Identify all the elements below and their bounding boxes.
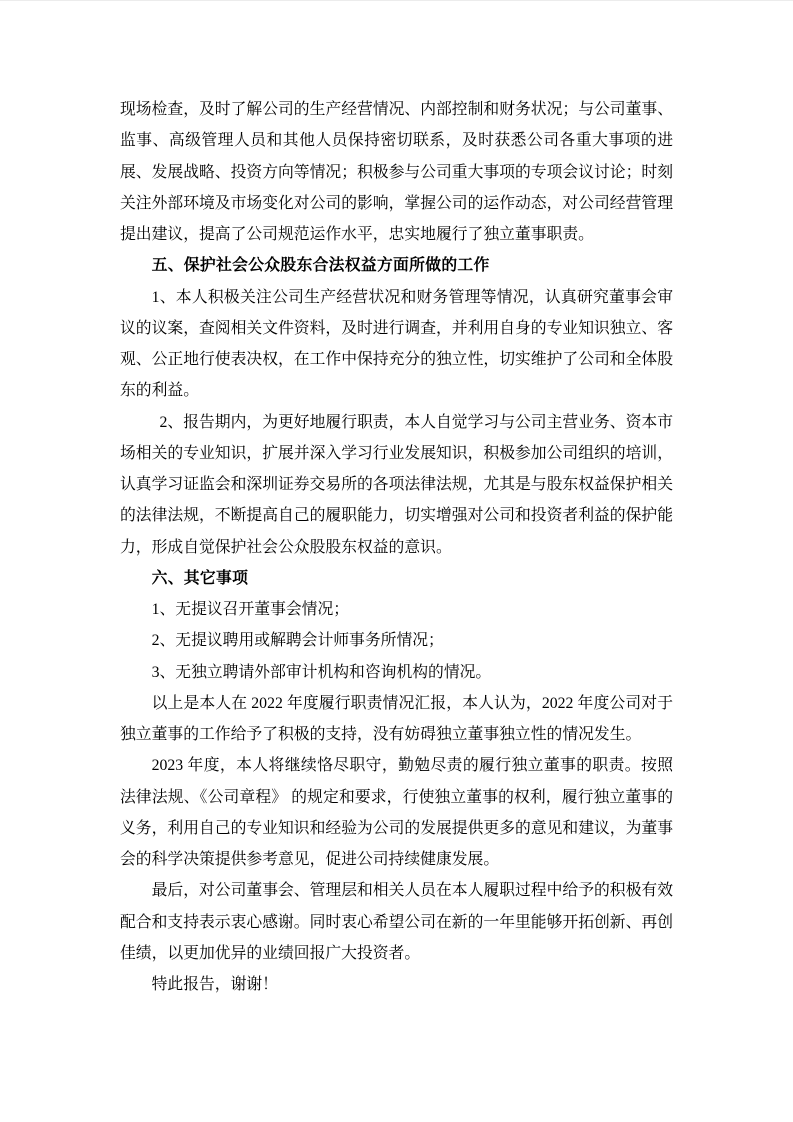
paragraph: 以上是本人在 2022 年度履行职责情况汇报，本人认为，2022 年度公司对于独立董事的工作给予了积极的支持，没有妨碍独立董事独立性的情况发生。: [120, 694, 673, 743]
paragraph: 特此报告，谢谢！: [151, 976, 278, 993]
section-heading: 六、其它事项: [151, 569, 249, 587]
paragraph: 现场检查，及时了解公司的生产经营情况、内部控制和财务状况；与公司董事、监事、高级管理人员和其他人员保持密切联系，及时获悉公司各重大事项的进展、发展战略、投资方向等情况；积极参与公司重大事项的专项会议讨论；时刻关注外部环境及市场变化对公司的影响，掌握公司的运作动态，对公司经营管理提出建议，提高了公司规范运作水平，忠实地履行了独立董事职责。: [120, 101, 673, 243]
paragraph: 1、本人积极关注公司生产经营状况和财务管理等情况，认真研究董事会审议的议案，查阅相关文件资料，及时进行调查，并利用自身的专业知识独立、客观、公正地行使表决权，在工作中保持充分的独立性，切实维护了公司和全体股东的利益。: [120, 288, 673, 400]
paragraph: 2、报告期内，为更好地履行职责，本人自觉学习与公司主营业务、资本市场相关的专业知识，扩展并深入学习行业发展知识，积极参加公司组织的培训，认真学习证监会和深圳证券交易所的各项法律法规，尤其是与股东权益保护相关的法律法规，不断提高自己的履职能力，切实增强对公司和投资者利益的保护能力，形成自觉保护社会公众股股东权益的意识。: [120, 413, 673, 556]
paragraph: 最后，对公司董事会、管理层和相关人员在本人履职过程中给予的积极有效配合和支持表示衷心感谢。同时衷心希望公司在新的一年里能够开拓创新、再创佳绩，以更加优异的业绩回报广大投资者。: [120, 882, 673, 962]
paragraph: 1、无提议召开董事会情况；: [151, 601, 350, 618]
section-heading: 五、保护社会公众股东合法权益方面所做的工作: [151, 257, 490, 275]
paragraph: 2、无提议聘用或解聘会计师事务所情况；: [151, 632, 444, 650]
paragraph: 3、无独立聘请外部审计机构和咨询机构的情况。: [151, 663, 492, 681]
paragraph: 2023 年度，本人将继续恪尽职守，勤勉尽责的履行独立董事的职责。按照法律法规、《公司章程》 的规定和要求，行使独立董事的权利，履行独立董事的义务，利用自己的专业知识和经验为公司的发展提供更多的意见和建议，为董事会的科学决策提供参考意见，促进公司持续健康发展。: [120, 757, 673, 868]
document-content: [120, 1, 673, 1000]
